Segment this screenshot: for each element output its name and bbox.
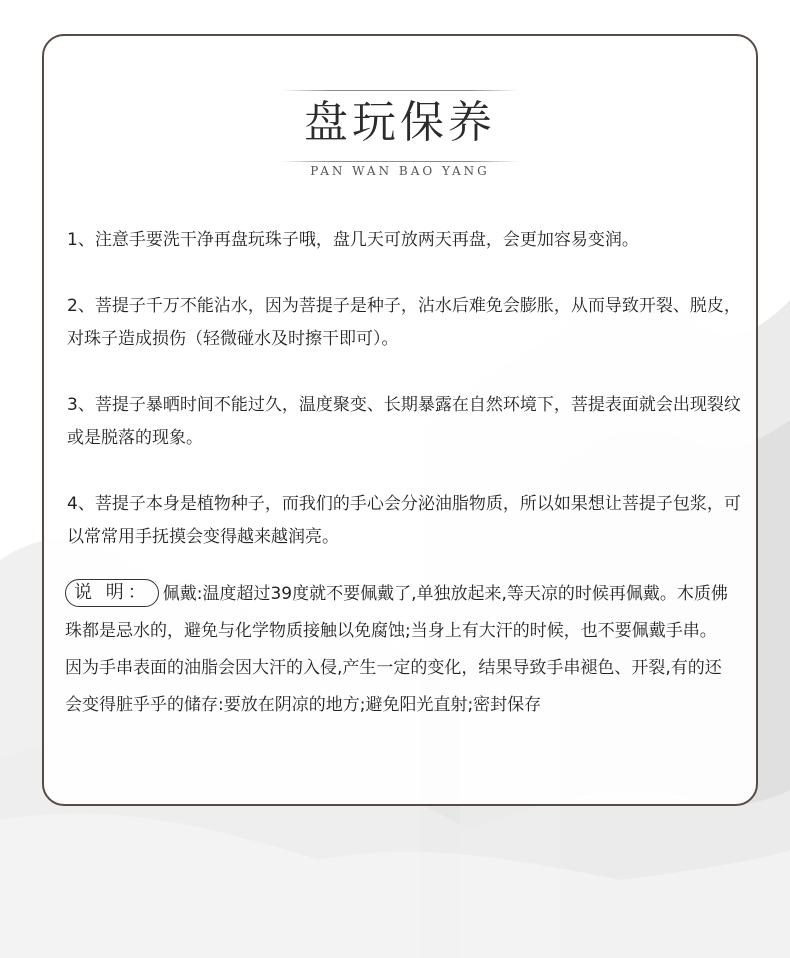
page-title: 盘玩保养 bbox=[304, 97, 496, 148]
title-bottom-rule bbox=[282, 161, 518, 162]
care-tips-list bbox=[67, 224, 743, 587]
care-tip-4: 4、菩提子本身是植物种子，而我们的手心会分泌油脂物质，所以如果想让菩提子包浆，可以常常用手抚摸会变得越来越润亮。 bbox=[67, 494, 741, 547]
care-info-card bbox=[42, 34, 758, 806]
title-top-rule bbox=[282, 90, 518, 91]
note-section bbox=[65, 576, 733, 724]
note-text: 佩戴:温度超过39度就不要佩戴了,单独放起来,等天凉的时候再佩戴。木质佛珠都是忌水的，避免与化学物质接触以免腐蚀;当身上有大汗的时候，也不要佩戴手串。因为手串表面的油脂会因大汗的入侵,产生一定的变化，结果导致手串褪色、开裂,有的还会变得脏乎乎的储存:要放在阴凉的地方;避免阳光直射;密封保存 bbox=[65, 584, 728, 715]
care-tip-3: 3、菩提子暴晒时间不能过久，温度聚变、长期暴露在自然环境下，菩提表面就会出现裂纹或是脱落的现象。 bbox=[67, 395, 741, 448]
care-tip-2: 2、菩提子千万不能沾水，因为菩提子是种子，沾水后难免会膨胀，从而导致开裂、脱皮，对珠子造成损伤（轻微碰水及时擦干即可）。 bbox=[67, 296, 741, 349]
page-subtitle: PAN WAN BAO YANG bbox=[310, 164, 490, 178]
care-tip-1: 1、注意手要洗干净再盘玩珠子哦，盘几天可放两天再盘，会更加容易变润。 bbox=[67, 230, 639, 250]
note-label-badge: 说 明： bbox=[65, 579, 159, 607]
title-block bbox=[44, 92, 756, 178]
